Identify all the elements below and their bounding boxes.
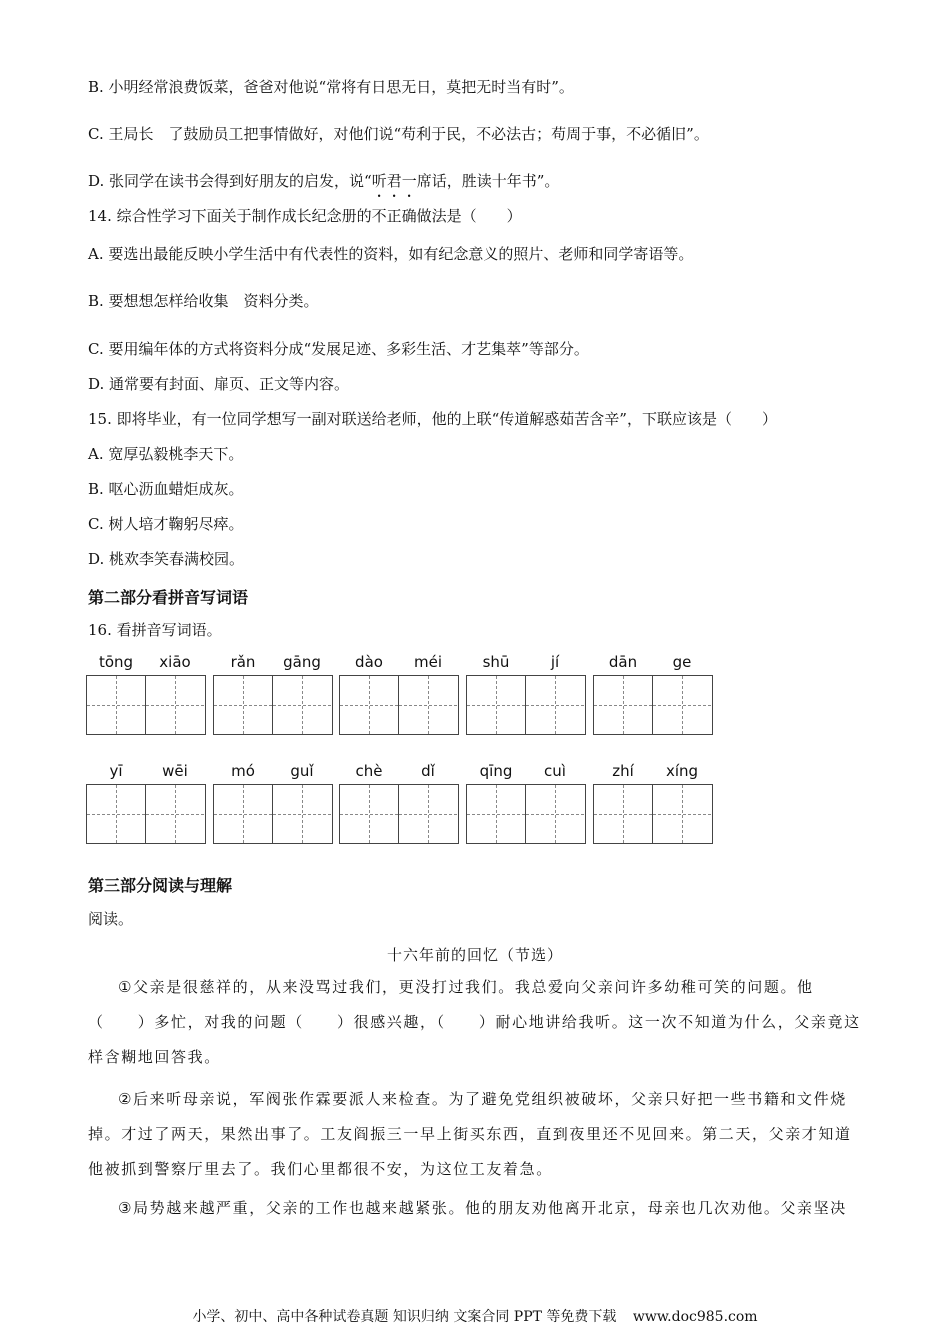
q15-option-c: C. 树人培才鞠躬尽瘁。 bbox=[88, 515, 244, 533]
q13-option-d: D. 张同学在读书会得到好朋友的启发，说“听君一席话，胜读十年书”。 bbox=[88, 172, 560, 190]
q14-emphasis-1: 不 bbox=[371, 207, 387, 225]
q15-option-a: A. 宽厚弘毅桃李天下。 bbox=[88, 445, 244, 463]
reading-instruction: 阅读。 bbox=[88, 910, 134, 928]
pinyin-syllable: rǎn bbox=[230, 653, 256, 671]
pinyin-syllable: méi bbox=[413, 653, 442, 671]
pinyin-syllable: xiāo bbox=[159, 653, 191, 671]
pinyin-syllable: shū bbox=[482, 653, 510, 671]
q14-option-b: B. 要想想怎样给收集 资料分类。 bbox=[88, 292, 319, 310]
pinyin-syllable: chè bbox=[355, 762, 383, 780]
q15-option-d: D. 桃欢李笑春满校园。 bbox=[88, 550, 245, 568]
q14-option-a: A. 要选出最能反映小学生活中有代表性的资料，如有纪念意义的照片、老师和同学寄语等。 bbox=[88, 245, 694, 263]
part2-heading: 第二部分看拼音写词语 bbox=[88, 588, 249, 607]
footer-url[interactable]: www.doc985.com bbox=[632, 1309, 758, 1325]
q16-stem: 16. 看拼音写词语。 bbox=[88, 621, 222, 639]
pinyin-syllable: yī bbox=[109, 762, 123, 780]
q14-emphasis-3: 确 bbox=[401, 207, 417, 225]
page-footer bbox=[0, 1306, 950, 1326]
pinyin-syllable: mó bbox=[231, 762, 255, 780]
pinyin-row-1 bbox=[86, 653, 726, 673]
pinyin-syllable: dān bbox=[608, 653, 638, 671]
writing-box[interactable] bbox=[213, 784, 333, 844]
q15-option-b: B. 呕心沥血蜡炬成灰。 bbox=[88, 480, 244, 498]
pinyin-row-2 bbox=[86, 762, 726, 782]
pinyin-syllable: dǐ bbox=[421, 762, 435, 780]
passage-paragraph-2: ②后来听母亲说，军阀张作霖要派人来检查。为了避免党组织被破坏，父亲只好把一些书籍和文件烧掉。才过了两天，果然出事了。工友阎振三一早上街买东西，直到夜里还不见回来。第二天，父亲才知道他被抓到警察厅里去了。我们心里都很不安，为这位工友着急。 bbox=[88, 1090, 852, 1178]
pinyin-syllable: xíng bbox=[665, 762, 699, 780]
q14-stem bbox=[88, 206, 522, 226]
q14-stem-prefix: 14. 综合性学习下面关于制作成长纪念册的 bbox=[88, 207, 372, 225]
writing-box[interactable] bbox=[339, 675, 459, 735]
pinyin-syllable: qīng bbox=[479, 762, 513, 780]
writing-box[interactable] bbox=[213, 675, 333, 735]
writing-grid-row-2 bbox=[86, 784, 716, 844]
q14-option-d: D. 通常要有封面、扉页、正文等内容。 bbox=[88, 375, 350, 393]
pinyin-syllable: ge bbox=[672, 653, 692, 671]
q14-stem-suffix: 做法是（ ） bbox=[416, 207, 522, 225]
footer-text: 小学、初中、高中各种试卷真题 知识归纳 文案合同 PPT 等免费下载 bbox=[192, 1309, 617, 1325]
pinyin-syllable: dào bbox=[355, 653, 383, 671]
pinyin-syllable: gāng bbox=[283, 653, 321, 671]
passage-title: 十六年前的回忆（节选） bbox=[386, 946, 563, 964]
q15-stem: 15. 即将毕业，有一位同学想写一副对联送给老师，他的上联“传道解惑茹苦含辛”，下联应该是（ ） bbox=[88, 410, 777, 428]
writing-box[interactable] bbox=[86, 784, 206, 844]
pinyin-syllable: cuì bbox=[544, 762, 566, 780]
part3-heading: 第三部分阅读与理解 bbox=[88, 876, 233, 895]
writing-box[interactable] bbox=[593, 675, 713, 735]
writing-box[interactable] bbox=[466, 784, 586, 844]
passage-paragraph-3: ③局势越来越严重，父亲的工作也越来越紧张。他的朋友劝他离开北京，母亲也几次劝他。父亲坚决 bbox=[118, 1199, 847, 1217]
pinyin-syllable: jí bbox=[550, 653, 560, 671]
q14-option-c: C. 要用编年体的方式将资料分成“发展足迹、多彩生活、才艺集萃”等部分。 bbox=[88, 340, 589, 358]
pinyin-syllable: wēi bbox=[162, 762, 188, 780]
writing-box[interactable] bbox=[466, 675, 586, 735]
q13-option-b: B. 小明经常浪费饭菜，爸爸对他说“常将有日思无日，莫把无时当有时”。 bbox=[88, 78, 574, 96]
q13-option-c: C. 王局长 了鼓励员工把事情做好，对他们说“苟利于民，不必法古；苟周于事，不必循旧”。 bbox=[88, 125, 709, 143]
writing-grid-row-1 bbox=[86, 675, 716, 735]
passage-paragraph-1: ①父亲是很慈祥的，从来没骂过我们，更没打过我们。我总爱向父亲问许多幼稚可笑的问题。他（ ）多忙，对我的问题（ ）很感兴趣，（ ）耐心地讲给我听。这一次不知道为什么，父亲竟这样含糊地回答我。 bbox=[88, 978, 861, 1066]
writing-box[interactable] bbox=[339, 784, 459, 844]
q14-emphasis-2: 正 bbox=[386, 207, 402, 225]
writing-box[interactable] bbox=[593, 784, 713, 844]
pinyin-syllable: guǐ bbox=[290, 762, 314, 780]
writing-box[interactable] bbox=[86, 675, 206, 735]
pinyin-syllable: zhí bbox=[612, 762, 634, 780]
pinyin-syllable: tōng bbox=[98, 653, 134, 671]
